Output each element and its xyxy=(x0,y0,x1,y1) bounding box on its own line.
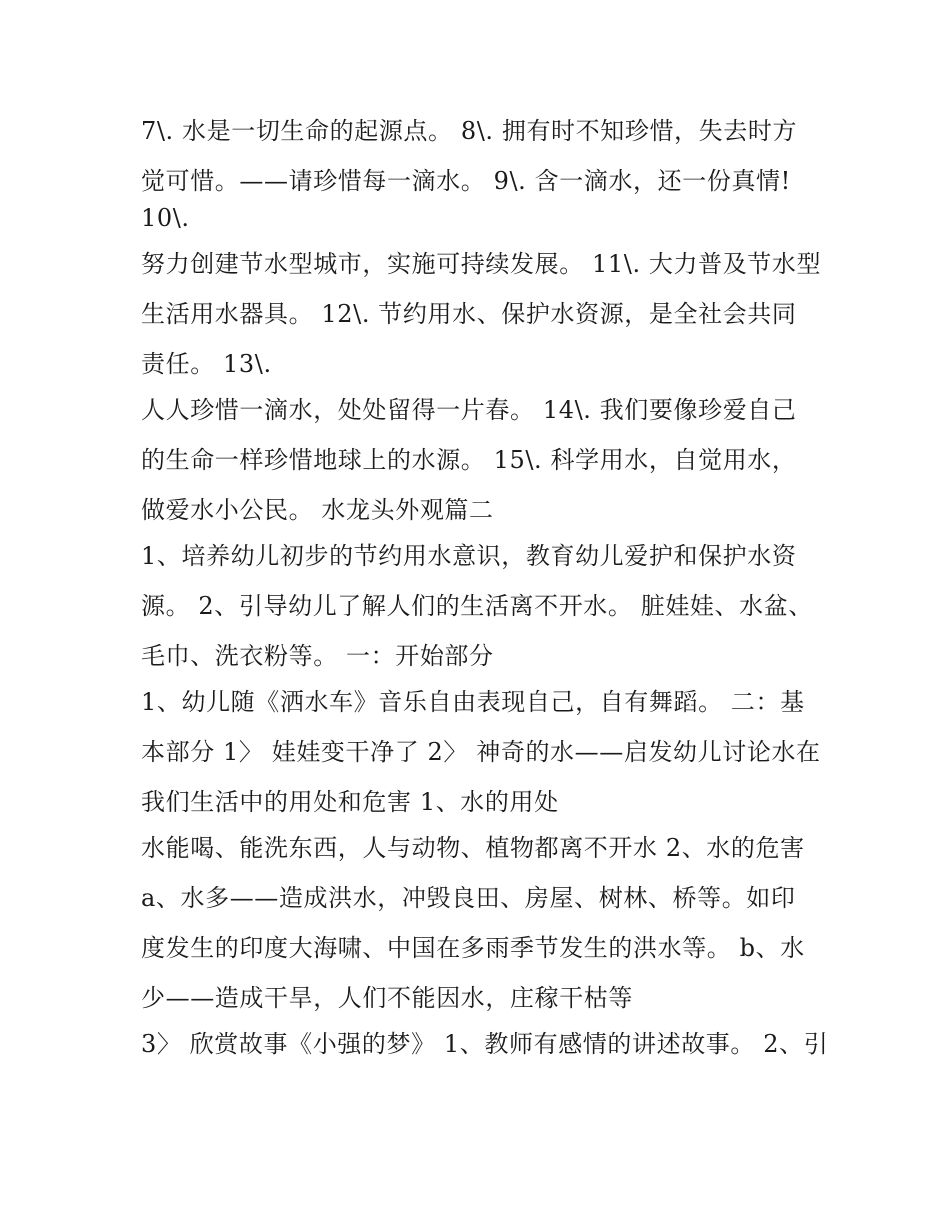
text-line: 源。 2、引导幼儿了解人们的生活离不开水。 脏娃娃、水盆、 xyxy=(141,592,813,620)
text-line: 努力创建节水型城市，实施可持续发展。 11\. 大力普及节水型 xyxy=(141,250,822,278)
document-body xyxy=(141,110,829,1073)
text-line: 毛巾、洗衣粉等。 一：开始部分 xyxy=(141,642,494,670)
text-line: 我们生活中的用处和危害 1、水的用处 xyxy=(141,788,559,816)
text-line: 人人珍惜一滴水，处处留得一片春。 14\. 我们要像珍爱自己 xyxy=(141,396,797,424)
text-line: 的生命一样珍惜地球上的水源。 15\. 科学用水，自觉用水， xyxy=(141,446,797,474)
text-line: a、水多——造成洪水，冲毁良田、房屋、树林、桥等。如印 xyxy=(141,884,796,912)
text-line: 责任。 13\. xyxy=(141,350,272,378)
text-line: 10\. xyxy=(141,204,190,232)
text-line: 做爱水小公民。 水龙头外观篇二 xyxy=(141,496,494,524)
text-line: 1、幼儿随《洒水车》音乐自由表现自己，自有舞蹈。 二：基 xyxy=(141,688,805,716)
text-line: 少——造成干旱，人们不能因水，庄稼干枯等 xyxy=(141,984,633,1012)
text-line: 7\. 水是一切生命的起源点。 8\. 拥有时不知珍惜，失去时方 xyxy=(141,117,798,145)
text-line: 度发生的印度大海啸、中国在多雨季节发生的洪水等。 b、水 xyxy=(141,934,805,962)
text-line: 3〉 欣赏故事《小强的梦》 1、教师有感情的讲述故事。 2、引 xyxy=(141,1030,829,1058)
text-line: 本部分 1〉 娃娃变干净了 2〉 神奇的水——启发幼儿讨论水在 xyxy=(141,738,821,766)
text-line: 生活用水器具。 12\. 节约用水、保护水资源，是全社会共同 xyxy=(141,300,797,328)
text-line: 水能喝、能洗东西，人与动物、植物都离不开水 2、水的危害 xyxy=(141,834,805,862)
text-line: 觉可惜。——请珍惜每一滴水。 9\. 含一滴水，还一份真情! xyxy=(141,167,791,195)
text-line: 1、培养幼儿初步的节约用水意识，教育幼儿爱护和保护水资 xyxy=(141,542,797,570)
